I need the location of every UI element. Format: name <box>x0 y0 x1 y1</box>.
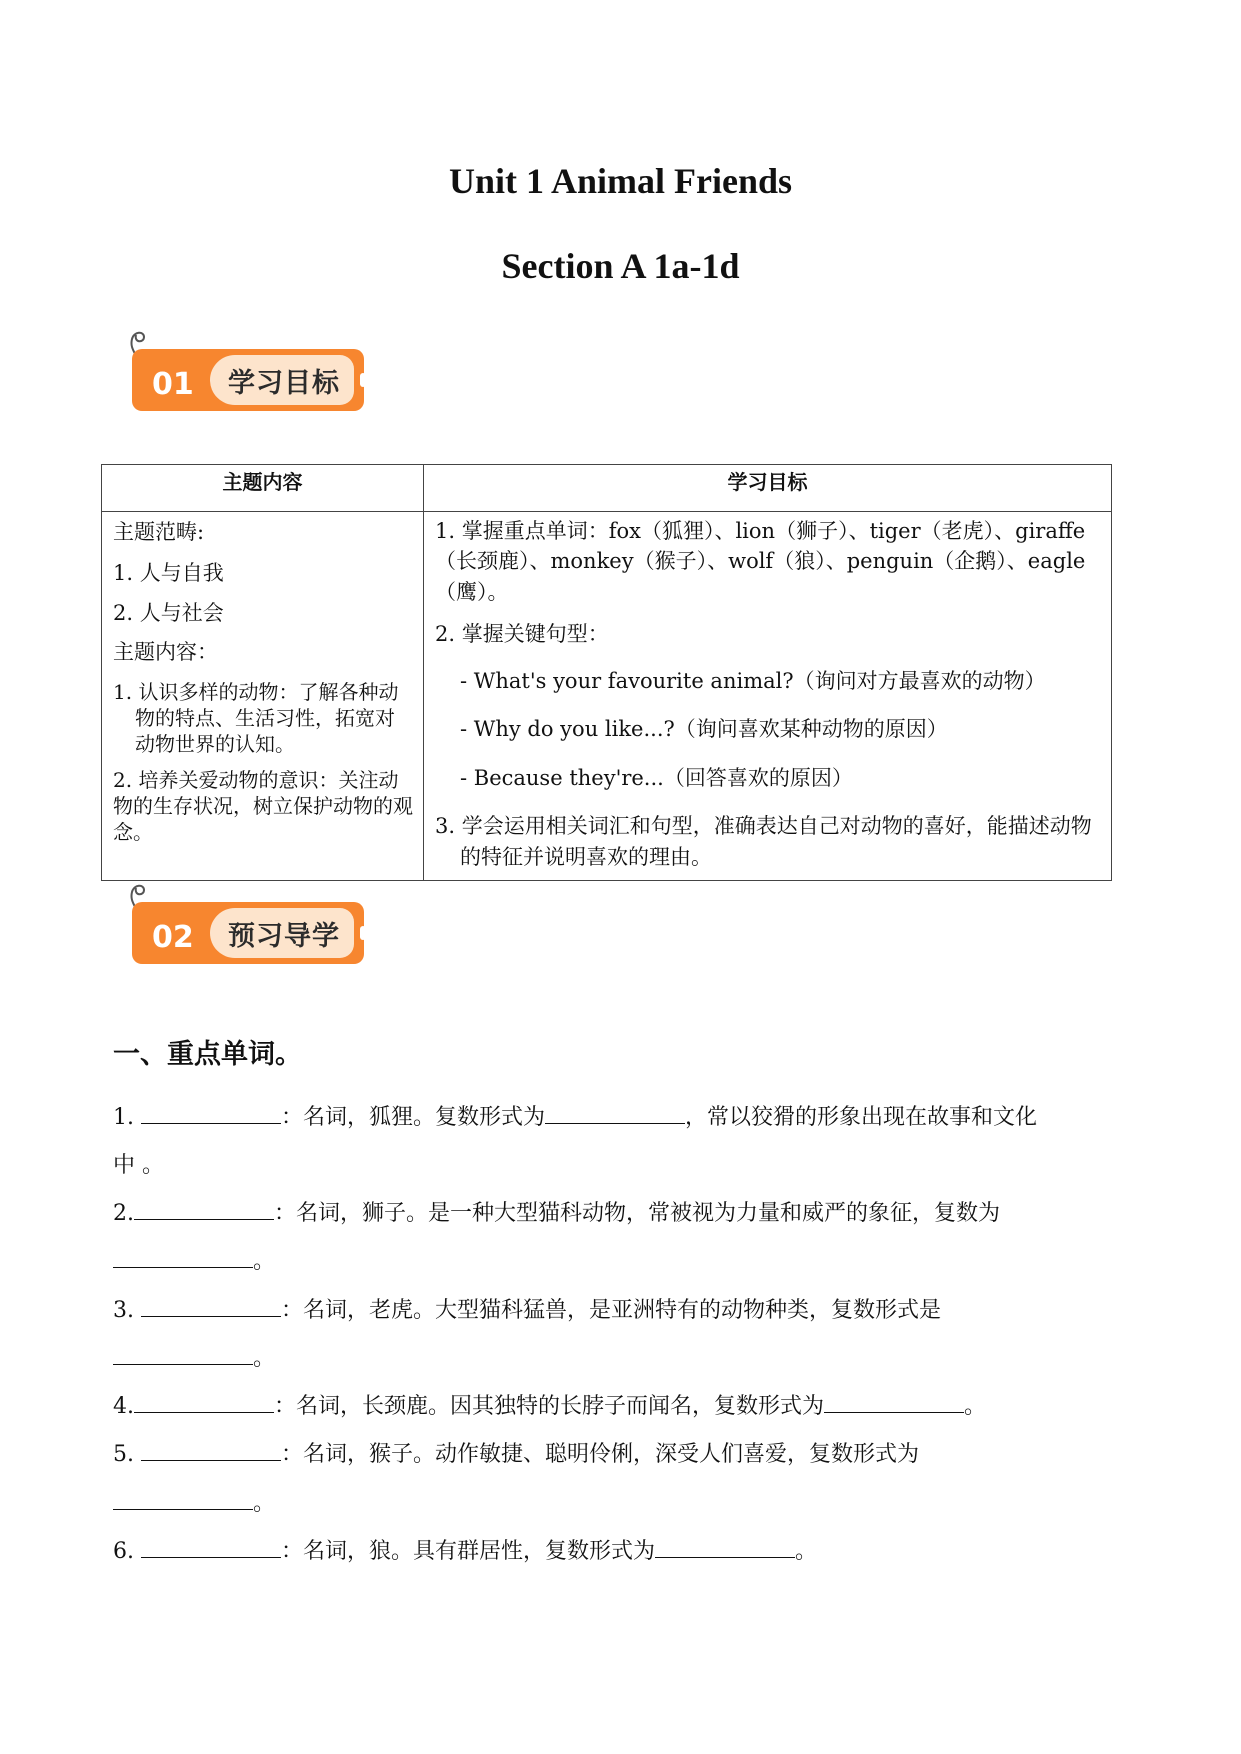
theme-category: 主题范畴: <box>113 520 205 544</box>
exercise-text: ：名词，狮子。是一种大型猫科动物，常被视为力量和威严的象征，复数为 <box>274 1201 1001 1226</box>
table-cell-objectives <box>424 512 1112 881</box>
exercise-item <box>113 1196 1123 1227</box>
sentence-pattern: - Because they're...（回答喜欢的原因） <box>460 765 853 790</box>
table-header-objectives: 学习目标 <box>424 465 1112 512</box>
exercise-number: 2. <box>113 1201 134 1226</box>
exercise-item <box>113 1389 1123 1420</box>
exercise-number: 4. <box>113 1394 134 1419</box>
badge-number: 01 <box>152 367 194 402</box>
theme-content-label: 主题内容： <box>113 640 218 665</box>
section-badge-preview <box>124 880 364 960</box>
answer-blank[interactable] <box>824 1392 964 1413</box>
answer-blank[interactable] <box>134 1199 274 1220</box>
exercise-number: 6. <box>113 1539 141 1564</box>
exercise-text: 。 <box>253 1491 276 1516</box>
theme-item: 2. 人与社会 <box>113 600 224 625</box>
badge-label: 学习目标 <box>228 368 340 399</box>
exercise-number: 1. <box>113 1105 141 1130</box>
exercise-item <box>113 1341 1123 1372</box>
badge-label: 预习导学 <box>228 921 340 952</box>
objectives-table <box>101 464 1112 881</box>
theme-item: 1. 人与自我 <box>113 560 224 585</box>
answer-blank[interactable] <box>655 1537 795 1558</box>
table-cell-content <box>102 512 424 881</box>
exercise-item <box>113 1293 1123 1324</box>
exercise-item <box>113 1534 1123 1565</box>
exercise-text: ：名词，狼。具有群居性，复数形式为 <box>280 1539 655 1564</box>
answer-blank[interactable] <box>141 1296 281 1317</box>
section-title: Section A 1a-1d <box>501 246 740 286</box>
exercise-text: ：名词，狐狸。复数形式为 <box>280 1105 545 1130</box>
badge-number: 02 <box>152 920 194 955</box>
exercise-text: ：名词，长颈鹿。因其独特的长脖子而闻名，复数形式为 <box>274 1394 825 1419</box>
exercise-text: 中 。 <box>113 1153 164 1178</box>
exercise-item <box>113 1244 1123 1275</box>
table-header-content: 主题内容 <box>102 465 424 512</box>
section-badge-objectives <box>124 327 364 407</box>
answer-blank[interactable] <box>113 1247 253 1268</box>
answer-blank[interactable] <box>141 1103 281 1124</box>
objective-item: 1. 掌握重点单词：fox（狐狸）、lion（狮子）、tiger（老虎）、giraffe（长颈鹿）、monkey（猴子）、wolf（狼）、penguin（企鹅）、eagle（鹰）。 <box>435 519 1086 604</box>
vocab-heading: 一、重点单词。 <box>113 1039 302 1070</box>
exercise-item <box>113 1486 1123 1517</box>
objective-item: 3. 学会运用相关词汇和句型，准确表达自己对动物的喜好，能描述动物的特征并说明喜欢的理由。 <box>435 814 1092 869</box>
answer-blank[interactable] <box>113 1344 253 1365</box>
exercise-text: ：名词，猴子。动作敏捷、聪明伶俐，深受人们喜爱，复数形式为 <box>280 1442 919 1467</box>
answer-blank[interactable] <box>141 1440 281 1461</box>
document-title: Unit 1 Animal Friends <box>448 161 793 201</box>
exercise-text: 。 <box>253 1346 276 1371</box>
answer-blank[interactable] <box>141 1537 281 1558</box>
answer-blank[interactable] <box>134 1392 274 1413</box>
exercise-item <box>113 1437 1123 1468</box>
exercise-text: ：名词，老虎。大型猫科猛兽，是亚洲特有的动物种类，复数形式是 <box>280 1298 941 1323</box>
exercise-text: ，常以狡猾的形象出现在故事和文化 <box>685 1105 1038 1130</box>
exercise-number: 3. <box>113 1298 141 1323</box>
answer-blank[interactable] <box>545 1103 685 1124</box>
exercise-number: 5. <box>113 1442 141 1467</box>
objective-item: 2. 掌握关键句型： <box>435 622 609 647</box>
exercise-text: 。 <box>964 1394 987 1419</box>
theme-content-item: 1. 认识多样的动物：了解各种动物的特点、生活习性，拓宽对动物世界的认知。 <box>113 680 399 757</box>
sentence-pattern: - Why do you like...?（询问喜欢某种动物的原因） <box>460 717 948 742</box>
sentence-pattern: - What's your favourite animal?（询问对方最喜欢的动物） <box>460 668 1046 693</box>
theme-content-item: 2. 培养关爱动物的意识：关注动物的生存状况，树立保护动物的观念。 <box>113 768 413 845</box>
exercise-text: 。 <box>795 1539 818 1564</box>
exercise-item <box>113 1100 1123 1131</box>
answer-blank[interactable] <box>113 1489 253 1510</box>
exercise-text: 。 <box>253 1249 276 1274</box>
